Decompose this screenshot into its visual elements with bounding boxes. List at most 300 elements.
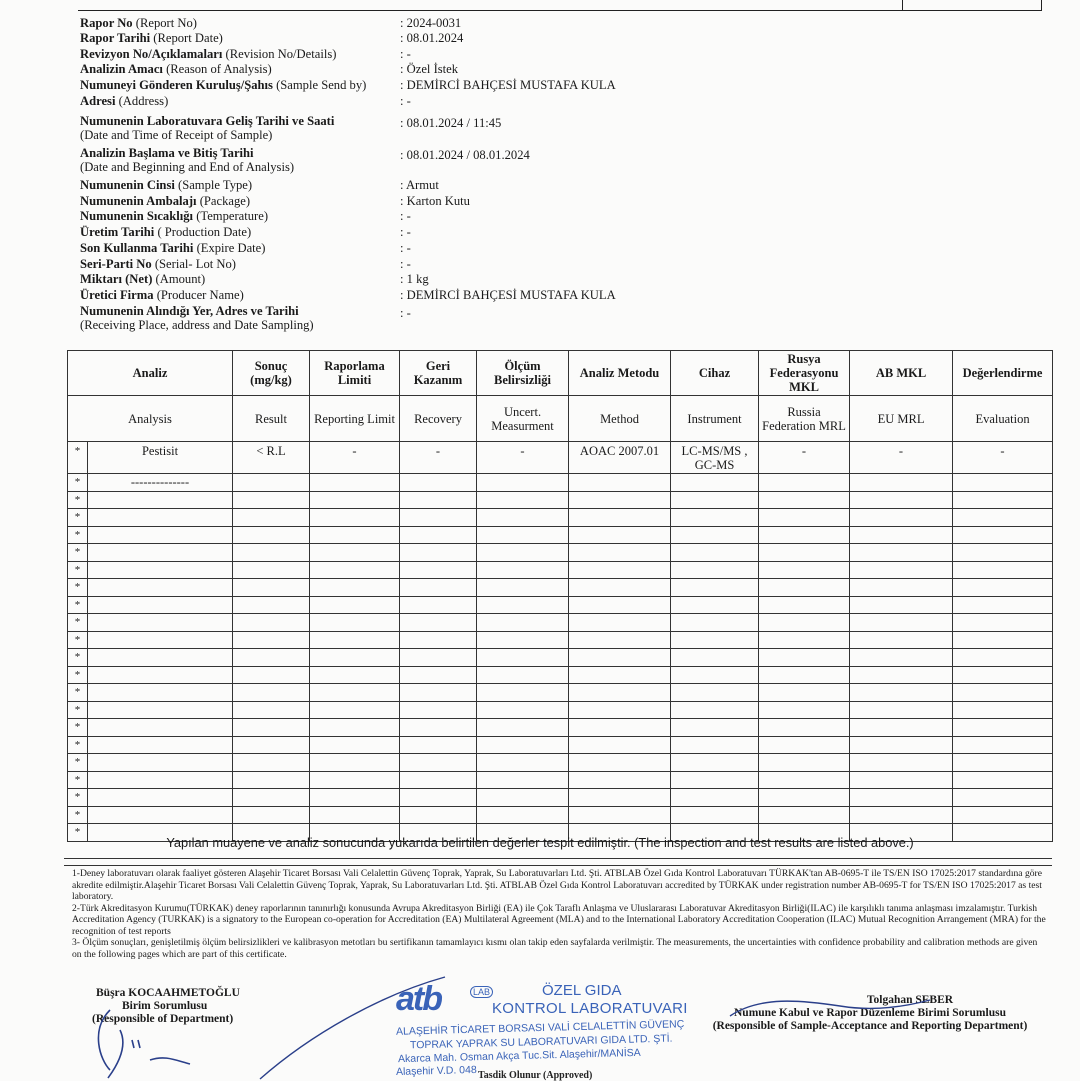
empty-cell bbox=[850, 736, 953, 754]
empty-cell bbox=[233, 806, 310, 824]
empty-cell bbox=[850, 631, 953, 649]
info-label-tr: Revizyon No/Açıklamaları bbox=[80, 47, 223, 61]
header-reporting-limit: Reporting Limit bbox=[310, 396, 400, 442]
info-label bbox=[80, 31, 400, 45]
empty-cell bbox=[759, 631, 850, 649]
empty-cell bbox=[88, 509, 233, 527]
info-label-en: (Reason of Analysis) bbox=[166, 62, 272, 76]
header-recovery: Recovery bbox=[400, 396, 477, 442]
info-label bbox=[80, 272, 400, 286]
empty-cell bbox=[88, 631, 233, 649]
info-label-en: (Producer Name) bbox=[156, 288, 244, 302]
sign-left-role-en: (Responsible of Department) bbox=[92, 1013, 234, 1025]
empty-cell bbox=[88, 789, 233, 807]
table-row bbox=[68, 526, 1053, 544]
empty-cell bbox=[671, 719, 759, 737]
info-value: : - bbox=[400, 47, 411, 61]
empty-cell bbox=[850, 754, 953, 772]
row-marker: * bbox=[68, 474, 88, 492]
row-marker: * bbox=[68, 719, 88, 737]
info-value: : - bbox=[400, 225, 411, 239]
row-marker: * bbox=[68, 442, 88, 474]
stamp-line-3: ALAŞEHİR TİCARET BORSASI VALİ CELALETTİN GÜVENÇ bbox=[395, 1018, 685, 1038]
empty-cell bbox=[671, 491, 759, 509]
empty-cell bbox=[671, 561, 759, 579]
info-label bbox=[80, 194, 400, 208]
row-marker: * bbox=[68, 649, 88, 667]
empty-cell bbox=[850, 771, 953, 789]
info-label bbox=[80, 16, 400, 30]
approved-label: Tasdik Olunur (Approved) bbox=[478, 1070, 593, 1081]
empty-cell bbox=[88, 579, 233, 597]
empty-cell bbox=[850, 579, 953, 597]
empty-cell bbox=[850, 789, 953, 807]
table-row bbox=[68, 736, 1053, 754]
empty-cell bbox=[569, 684, 671, 702]
empty-cell bbox=[759, 684, 850, 702]
empty-cell bbox=[671, 544, 759, 562]
empty-cell bbox=[310, 596, 400, 614]
info-value: : 2024-0031 bbox=[400, 16, 462, 30]
cell-result: < R.L bbox=[233, 442, 310, 474]
info-label-tr: Üretici Firma bbox=[80, 288, 154, 302]
empty-cell bbox=[569, 771, 671, 789]
empty-cell bbox=[233, 684, 310, 702]
empty-cell bbox=[671, 666, 759, 684]
info-label-en: (Serial- Lot No) bbox=[154, 257, 236, 271]
empty-cell bbox=[759, 561, 850, 579]
empty-cell bbox=[88, 684, 233, 702]
table-row bbox=[68, 474, 1053, 492]
empty-cell bbox=[569, 579, 671, 597]
sign-left-role: Birim Sorumlusu bbox=[122, 1000, 208, 1012]
empty-cell bbox=[953, 789, 1053, 807]
empty-cell bbox=[953, 666, 1053, 684]
empty-cell bbox=[850, 596, 953, 614]
row-marker: * bbox=[68, 614, 88, 632]
info-label-tr: Rapor Tarihi bbox=[80, 31, 151, 45]
empty-cell bbox=[88, 736, 233, 754]
empty-cell bbox=[400, 596, 477, 614]
table-row bbox=[68, 579, 1053, 597]
info-label-tr: Son Kullanma Tarihi bbox=[80, 241, 194, 255]
header-ab: AB MKL bbox=[850, 351, 953, 396]
empty-cell bbox=[759, 806, 850, 824]
empty-cell bbox=[310, 719, 400, 737]
empty-cell bbox=[671, 526, 759, 544]
empty-cell bbox=[477, 614, 569, 632]
empty-cell bbox=[477, 579, 569, 597]
empty-cell bbox=[569, 736, 671, 754]
empty-cell bbox=[850, 614, 953, 632]
empty-cell bbox=[233, 579, 310, 597]
empty-cell bbox=[953, 544, 1053, 562]
empty-cell bbox=[477, 526, 569, 544]
empty-cell bbox=[400, 771, 477, 789]
info-value: : - bbox=[400, 241, 411, 255]
empty-cell bbox=[400, 719, 477, 737]
empty-cell bbox=[953, 806, 1053, 824]
info-label-sub: (Date and Time of Receipt of Sample) bbox=[80, 128, 273, 142]
sign-left-name: Büşra KOCAAHMETOĞLU bbox=[96, 987, 240, 999]
empty-cell bbox=[400, 579, 477, 597]
empty-cell bbox=[850, 544, 953, 562]
table-row bbox=[68, 701, 1053, 719]
divider-bottom bbox=[64, 865, 1052, 866]
empty-cell bbox=[310, 771, 400, 789]
info-value: : Özel İstek bbox=[400, 62, 459, 76]
empty-cell bbox=[850, 719, 953, 737]
empty-cell bbox=[953, 701, 1053, 719]
empty-cell bbox=[310, 579, 400, 597]
row-marker: * bbox=[68, 824, 88, 842]
header-russia-mrl: Russia Federation MRL bbox=[759, 396, 850, 442]
header-analiz: Analiz bbox=[68, 351, 233, 396]
note-3: 3- Ölçüm sonuçları, genişletilmiş ölçüm belirsizlikleri ve kalibrasyon metotları bu sertifikanın tamamlayıcı kısmı olan takip eden sayfalarda verilmiştir. The measurements, the uncertainties with confidence probability and calibration methods are given on the following pages which are part of this certificate. bbox=[72, 937, 1038, 960]
empty-cell bbox=[850, 649, 953, 667]
empty-cell bbox=[310, 684, 400, 702]
header-metod: Analiz Metodu bbox=[569, 351, 671, 396]
empty-cell bbox=[477, 596, 569, 614]
empty-cell bbox=[88, 614, 233, 632]
empty-cell bbox=[477, 631, 569, 649]
empty-cell bbox=[400, 806, 477, 824]
empty-cell bbox=[400, 754, 477, 772]
table-row bbox=[68, 614, 1053, 632]
empty-cell bbox=[953, 631, 1053, 649]
info-label-tr: Seri-Parti No bbox=[80, 257, 152, 271]
table-row bbox=[68, 754, 1053, 772]
empty-cell bbox=[400, 526, 477, 544]
empty-cell bbox=[88, 596, 233, 614]
stamp-line-5: Akarca Mah. Osman Akça Tuc.Sit. Alaşehir/MANİSA bbox=[397, 1046, 641, 1066]
cell-dash: -------------- bbox=[88, 474, 233, 492]
empty-cell bbox=[233, 544, 310, 562]
row-marker: * bbox=[68, 789, 88, 807]
empty-cell bbox=[233, 491, 310, 509]
info-value: : 08.01.2024 / 11:45 bbox=[400, 116, 502, 130]
empty-cell bbox=[233, 649, 310, 667]
empty-cell bbox=[233, 789, 310, 807]
empty-cell bbox=[569, 806, 671, 824]
empty-cell bbox=[88, 719, 233, 737]
table-row bbox=[68, 491, 1053, 509]
empty-cell bbox=[850, 806, 953, 824]
row-marker: * bbox=[68, 526, 88, 544]
empty-cell bbox=[759, 526, 850, 544]
empty-cell bbox=[310, 649, 400, 667]
empty-cell bbox=[953, 754, 1053, 772]
empty-cell bbox=[310, 736, 400, 754]
info-label bbox=[80, 225, 400, 239]
info-value: : - bbox=[400, 94, 411, 108]
table-row bbox=[68, 509, 1053, 527]
empty-cell bbox=[477, 649, 569, 667]
empty-cell bbox=[759, 754, 850, 772]
info-label-tr: Miktarı (Net) bbox=[80, 272, 153, 286]
empty-cell bbox=[953, 596, 1053, 614]
empty-cell bbox=[671, 509, 759, 527]
empty-cell bbox=[233, 666, 310, 684]
empty-cell bbox=[233, 614, 310, 632]
info-label bbox=[80, 178, 400, 192]
cell-instrument: LC-MS/MS , GC-MS bbox=[671, 442, 759, 474]
info-label-en: (Sample Send by) bbox=[276, 78, 367, 92]
sign-right-role-en: (Responsible of Sample-Acceptance and Reporting Department) bbox=[712, 1020, 1028, 1032]
table-row bbox=[68, 771, 1053, 789]
empty-cell bbox=[953, 684, 1053, 702]
empty-cell bbox=[477, 509, 569, 527]
empty-cell bbox=[671, 579, 759, 597]
info-value: : - bbox=[400, 257, 411, 271]
sign-right-role: Numune Kabul ve Rapor Düzenleme Birimi Sorumlusu bbox=[734, 1007, 1006, 1019]
empty-cell bbox=[953, 719, 1053, 737]
empty-cell bbox=[477, 789, 569, 807]
info-label bbox=[80, 209, 400, 223]
row-marker: * bbox=[68, 684, 88, 702]
header-degerlendirme: Değerlendirme bbox=[953, 351, 1053, 396]
empty-cell bbox=[310, 491, 400, 509]
info-label bbox=[80, 241, 400, 255]
cell-method: AOAC 2007.01 bbox=[569, 442, 671, 474]
info-label-en: ( Production Date) bbox=[157, 225, 252, 239]
cell-russia-mrl: - bbox=[759, 442, 850, 474]
row-marker: * bbox=[68, 631, 88, 649]
info-label-tr: Numunenin Sıcaklığı bbox=[80, 209, 194, 223]
header-analysis: Analysis bbox=[68, 396, 233, 442]
empty-cell bbox=[671, 771, 759, 789]
info-label bbox=[80, 146, 400, 160]
empty-cell bbox=[310, 631, 400, 649]
info-label-en: (Address) bbox=[118, 94, 169, 108]
row-marker: * bbox=[68, 509, 88, 527]
empty-cell bbox=[671, 701, 759, 719]
empty-cell bbox=[310, 789, 400, 807]
info-label-tr: Numunenin Ambalajı bbox=[80, 194, 197, 208]
empty-cell bbox=[759, 509, 850, 527]
empty-cell bbox=[88, 526, 233, 544]
stamp-line-6: Alaşehir V.D. 048 bbox=[395, 1063, 477, 1079]
empty-cell bbox=[953, 614, 1053, 632]
row-marker: * bbox=[68, 754, 88, 772]
empty-cell bbox=[310, 544, 400, 562]
info-value: : - bbox=[400, 209, 411, 223]
stamp-line-2: KONTROL LABORATUVARI bbox=[492, 1000, 688, 1017]
header-uncert: Uncert. Measurment bbox=[477, 396, 569, 442]
empty-cell bbox=[88, 754, 233, 772]
empty-cell bbox=[850, 509, 953, 527]
info-value: : DEMİRCİ BAHÇESİ MUSTAFA KULA bbox=[400, 78, 616, 92]
stamp-line-4: TOPRAK YAPRAK SU LABORATUVARI GIDA LTD. ŞTİ. bbox=[409, 1032, 673, 1052]
empty-cell bbox=[569, 789, 671, 807]
info-label-tr: Analizin Başlama ve Bitiş Tarihi bbox=[80, 146, 254, 160]
info-value: : Armut bbox=[400, 178, 439, 192]
empty-cell bbox=[671, 649, 759, 667]
cell-recovery: - bbox=[400, 442, 477, 474]
lab-stamp bbox=[392, 980, 692, 1080]
result-statement: Yapılan muayene ve analiz sonucunda yukarıda belirtilen değerler tespit edilmiştir. (The inspection and test results are listed above.) bbox=[166, 835, 914, 850]
info-value: : DEMİRCİ BAHÇESİ MUSTAFA KULA bbox=[400, 288, 616, 302]
empty-cell bbox=[569, 701, 671, 719]
header-cihaz: Cihaz bbox=[671, 351, 759, 396]
row-marker: * bbox=[68, 806, 88, 824]
cell-eu-mrl: - bbox=[850, 442, 953, 474]
info-label bbox=[80, 304, 400, 318]
empty-cell bbox=[759, 649, 850, 667]
empty-cell bbox=[759, 596, 850, 614]
empty-cell bbox=[233, 596, 310, 614]
empty-cell bbox=[671, 806, 759, 824]
info-label-tr: Üretim Tarihi bbox=[80, 225, 155, 239]
table-row bbox=[68, 719, 1053, 737]
empty-cell bbox=[400, 614, 477, 632]
table-row bbox=[68, 806, 1053, 824]
empty-cell bbox=[569, 754, 671, 772]
empty-cell bbox=[671, 631, 759, 649]
empty-cell bbox=[400, 736, 477, 754]
empty-cell bbox=[953, 579, 1053, 597]
header-sonuc: Sonuç (mg/kg) bbox=[233, 351, 310, 396]
info-label bbox=[80, 94, 400, 108]
results-table bbox=[67, 350, 1053, 842]
empty-cell bbox=[759, 719, 850, 737]
row-marker: * bbox=[68, 771, 88, 789]
table-row bbox=[68, 684, 1053, 702]
empty-cell bbox=[233, 701, 310, 719]
empty-cell bbox=[850, 491, 953, 509]
empty-cell bbox=[953, 509, 1053, 527]
empty-cell bbox=[88, 491, 233, 509]
empty-cell bbox=[400, 789, 477, 807]
info-value: : 1 kg bbox=[400, 272, 429, 286]
empty-cell bbox=[88, 649, 233, 667]
info-label-tr: Numunenin Laboratuvara Geliş Tarihi ve Saati bbox=[80, 114, 335, 128]
row-marker: * bbox=[68, 579, 88, 597]
info-label-en: (Package) bbox=[199, 194, 251, 208]
empty-cell bbox=[953, 491, 1053, 509]
empty-cell bbox=[569, 649, 671, 667]
empty-cell bbox=[88, 544, 233, 562]
info-label-tr: Analizin Amacı bbox=[80, 62, 163, 76]
cell-reporting-limit: - bbox=[310, 442, 400, 474]
empty-cell bbox=[759, 736, 850, 754]
empty-cell bbox=[310, 754, 400, 772]
empty-cell bbox=[88, 771, 233, 789]
empty-cell bbox=[233, 754, 310, 772]
empty-cell bbox=[759, 491, 850, 509]
info-label bbox=[80, 47, 400, 61]
empty-cell bbox=[759, 614, 850, 632]
empty-cell bbox=[953, 561, 1053, 579]
empty-cell bbox=[310, 806, 400, 824]
empty-cell bbox=[88, 701, 233, 719]
empty-cell bbox=[759, 666, 850, 684]
empty-cell bbox=[850, 526, 953, 544]
empty-cell bbox=[569, 666, 671, 684]
empty-cell bbox=[233, 771, 310, 789]
table-row bbox=[68, 442, 1053, 474]
empty-cell bbox=[569, 596, 671, 614]
empty-cell bbox=[400, 509, 477, 527]
empty-cell bbox=[671, 614, 759, 632]
empty-cell bbox=[671, 789, 759, 807]
info-value: : 08.01.2024 / 08.01.2024 bbox=[400, 148, 530, 162]
cell-analysis: Pestisit bbox=[88, 442, 233, 474]
empty-cell bbox=[310, 614, 400, 632]
empty-cell bbox=[569, 561, 671, 579]
empty-cell bbox=[310, 701, 400, 719]
header-olcum: Ölçüm Belirsizliği bbox=[477, 351, 569, 396]
empty-cell bbox=[310, 526, 400, 544]
empty-cell bbox=[233, 526, 310, 544]
stamp-line-1: ÖZEL GIDA bbox=[542, 982, 622, 999]
table-header-en bbox=[68, 396, 1053, 442]
empty-cell bbox=[759, 579, 850, 597]
empty-cell bbox=[759, 544, 850, 562]
empty-cell bbox=[569, 544, 671, 562]
empty-cell bbox=[671, 684, 759, 702]
empty-cell bbox=[233, 631, 310, 649]
empty-cell bbox=[477, 491, 569, 509]
handwritten-signature-right bbox=[720, 986, 940, 1036]
empty-cell bbox=[477, 754, 569, 772]
info-label-en: (Temperature) bbox=[196, 209, 269, 223]
info-label-en: (Report Date) bbox=[153, 31, 223, 45]
row-marker: * bbox=[68, 544, 88, 562]
table-row bbox=[68, 666, 1053, 684]
row-marker: * bbox=[68, 736, 88, 754]
table-row bbox=[68, 649, 1053, 667]
empty-cell bbox=[569, 526, 671, 544]
note-2: 2-Türk Akreditasyon Kurumu(TÜRKAK) deney raporlarının tanınırlığı konusunda Avrupa Akreditasyon Birliği (EA) ile Çok Taraflı Anlaşma ve Uluslararası Laboratuvar Akreditasyon Birliği(ILAC) ile karşılıklı tanıma anlaşması imzalamıştır. Turkish Accreditation Agency (TURKAK) is a signatory to the European co-operation for Accreditation (EA) Multilateral Agreement (MLA) and to the International Laboratory Accreditation Cooperation (ILAC) Mutual Recognition Arrangement (MRA) for the recognition of test reports bbox=[72, 902, 1046, 937]
cell-evaluation: - bbox=[953, 442, 1053, 474]
info-label-tr: Adresi bbox=[80, 94, 116, 108]
empty-cell bbox=[400, 491, 477, 509]
empty-cell bbox=[310, 509, 400, 527]
empty-cell bbox=[759, 771, 850, 789]
empty-cell bbox=[400, 666, 477, 684]
info-value: : - bbox=[400, 306, 411, 320]
empty-cell bbox=[569, 491, 671, 509]
empty-cell bbox=[310, 666, 400, 684]
header-geri: Geri Kazanım bbox=[400, 351, 477, 396]
table-row bbox=[68, 561, 1053, 579]
empty-cell bbox=[477, 719, 569, 737]
info-value: : Karton Kutu bbox=[400, 194, 470, 208]
info-label-tr: Numuneyi Gönderen Kuruluş/Şahıs bbox=[80, 78, 273, 92]
info-label-sub: (Receiving Place, address and Date Sampling) bbox=[80, 318, 314, 332]
info-label-en: (Amount) bbox=[155, 272, 206, 286]
empty-cell bbox=[233, 736, 310, 754]
cell-uncert: - bbox=[477, 442, 569, 474]
handwritten-signature-left bbox=[80, 1000, 200, 1080]
empty-cell bbox=[759, 789, 850, 807]
empty-cell bbox=[477, 701, 569, 719]
top-border bbox=[0, 0, 1080, 12]
empty-cell bbox=[477, 544, 569, 562]
empty-cell bbox=[233, 719, 310, 737]
empty-cell bbox=[953, 736, 1053, 754]
empty-cell bbox=[400, 561, 477, 579]
header-result: Result bbox=[233, 396, 310, 442]
empty-cell bbox=[477, 684, 569, 702]
atb-logo: atb bbox=[396, 980, 441, 1018]
info-label-en: (Sample Type) bbox=[178, 178, 253, 192]
header-evaluation: Evaluation bbox=[953, 396, 1053, 442]
empty-cell bbox=[233, 561, 310, 579]
empty-cell bbox=[671, 736, 759, 754]
empty-cell bbox=[850, 561, 953, 579]
